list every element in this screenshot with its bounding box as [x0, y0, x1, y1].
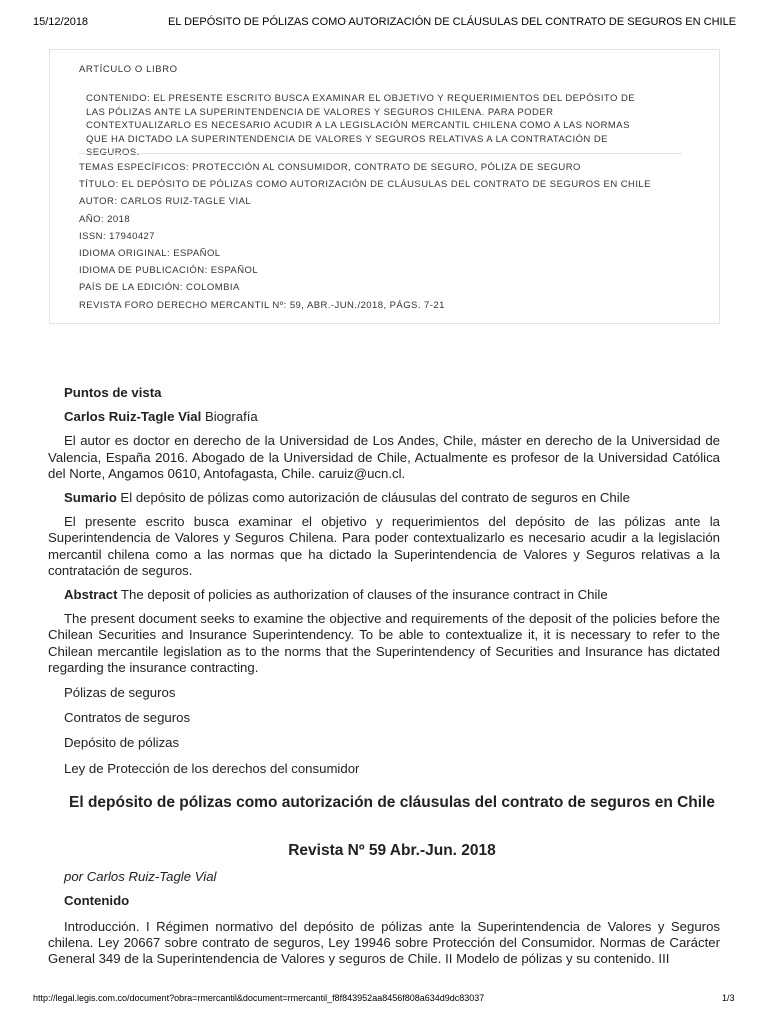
author-bio: El autor es doctor en derecho de la Universidad de Los Andes, Chile, máster en derecho de la Universidad de Valencia, España 2016. Abogado de la Universidad de Chile, Actualmente es profesor de la Universidad Católica del Norte, Angamos 0610, Antofagasta, Chile. caruiz@ucn.cl. — [48, 433, 720, 481]
meta-idioma-publicacion: IDIOMA DE PUBLICACIÓN: ESPAÑOL — [79, 265, 259, 277]
byline: por Carlos Ruiz-Tagle Vial — [64, 869, 217, 884]
meta-idioma-original: IDIOMA ORIGINAL: ESPAÑOL — [79, 247, 221, 259]
meta-autor: AUTOR: CARLOS RUIZ-TAGLE VIAL — [79, 196, 252, 208]
sumario-body: El presente escrito busca examinar el objetivo y requerimientos del depósito de las pólizas ante la Superintendencia de Valores y Seguros Chilena. Para poder contextualizarlo es necesario acudir a la legislación mercantil chilena como a las normas que ha dictado la Superintendencia de Valores y Seguros relativas a la contratación de seguros. — [48, 514, 720, 578]
sumario-title: El depósito de pólizas como autorización de cláusulas del contrato de seguros en Chile — [116, 490, 630, 506]
author-line — [64, 409, 720, 425]
page-number: 1/3 — [722, 993, 735, 1003]
contenido-heading: Contenido — [64, 893, 130, 908]
article-title: El depósito de pólizas como autorización de cláusulas del contrato de seguros en Chile — [69, 794, 715, 811]
meta-anio: AÑO: 2018 — [79, 213, 131, 225]
meta-pais: PAÍS DE LA EDICIÓN: COLOMBIA — [79, 282, 240, 294]
abstract-body: The present document seeks to examine the objective and requirements of the deposit of the policies before the Chilean Securities and Insurance Superintendency. To be able to contextualize it, it is necessary to refer to the Chilean mercantile legislation as to the norms that the Superintendency of Securities and Insurance has dictated regarding the insurance contracting. — [48, 611, 720, 675]
contenido-body: Introducción. I Régimen normativo del depósito de pólizas ante la Superintendencia de Valores y Seguros chilena. Ley 20667 sobre contrato de seguros, Ley 19946 sobre Protección del Consumidor. Normas de Carácter General 349 de la Superintendencia de Valores y seguros de Chile. II Modelo de pólizas y su contenido. III — [48, 919, 720, 967]
meta-titulo: TÍTULO: EL DEPÓSITO DE PÓLIZAS COMO AUTORIZACIÓN DE CLÁUSULAS DEL CONTRATO DE SEGUROS EN CHILE — [79, 179, 651, 191]
keyword-item: Contratos de seguros — [64, 710, 191, 726]
abstract-line — [64, 587, 720, 603]
keyword-item: Ley de Protección de los derechos del consumidor — [64, 760, 360, 776]
meta-issn: ISSN: 17940427 — [79, 230, 156, 242]
biografia-link[interactable]: Biografía — [201, 409, 258, 425]
keyword-item: Depósito de pólizas — [64, 735, 180, 751]
article-body — [48, 385, 720, 777]
sumario-line — [64, 490, 720, 506]
article-metadata-list — [79, 159, 689, 314]
article-info-card — [49, 49, 720, 324]
puntos-de-vista-heading: Puntos de vista — [64, 385, 162, 400]
article-contenido: CONTENIDO: EL PRESENTE ESCRITO BUSCA EXAMINAR EL OBJETIVO Y REQUERIMIENTOS DEL DEPÓSITO DE LAS PÓLIZAS ANTE LA SUPERINTENDENCIA DE VALORES Y SEGUROS CHILENA. PARA PODER CONTEXTUALIZARLO ES NECESARIO ACUDIR A LA LEGISLACIÓN MERCANTIL CHILENA COMO A LAS NORMAS QUE HA DICTADO LA SUPERINTENDENCIA DE VALORES Y SEGUROS RELATIVAS A LA CONTRATACIÓN DE — [86, 93, 636, 145]
keyword-item: Pólizas de seguros — [64, 685, 176, 701]
revista-heading: Revista Nº 59 Abr.-Jun. 2018 — [288, 842, 496, 859]
abstract-label: Abstract — [64, 587, 118, 603]
meta-revista: REVISTA FORO DERECHO MERCANTIL Nº: 59, ABR.-JUN./2018, PÁGS. 7-21 — [79, 299, 445, 311]
author-name: Carlos Ruiz-Tagle Vial — [64, 409, 202, 425]
article-category: ARTÍCULO O LIBRO — [79, 64, 178, 75]
print-title: EL DEPÓSITO DE PÓLIZAS COMO AUTORIZACIÓN DE CLÁUSULAS DEL CONTRATO DE SEGUROS EN CHILE — [168, 16, 737, 28]
print-header — [0, 16, 768, 30]
print-date: 15/12/2018 — [33, 16, 89, 28]
print-url: http://legal.legis.com.co/document?obra=rmercantil&document=rmercantil_f8f843952aa8456f808a634d9dc83037 — [33, 993, 485, 1003]
meta-temas: TEMAS ESPECÍFICOS: PROTECCIÓN AL CONSUMIDOR, CONTRATO DE SEGURO, PÓLIZA DE SEGURO — [79, 162, 581, 173]
sumario-label: Sumario — [64, 490, 117, 506]
card-divider — [79, 153, 682, 154]
abstract-title: The deposit of policies as authorization of clauses of the insurance contract in Chile — [117, 587, 608, 603]
